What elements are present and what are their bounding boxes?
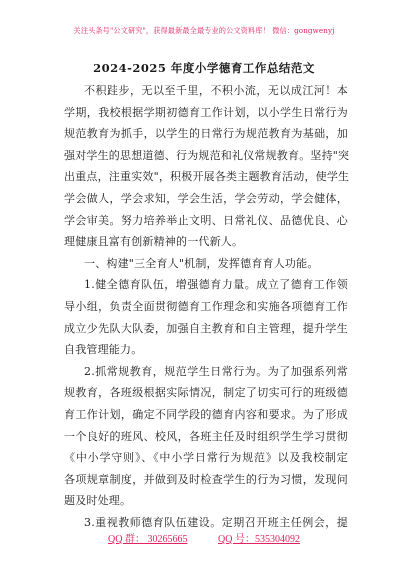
body-line: 3.重视教师德育队伍建设。定期召开班主任例会，提: [84, 515, 348, 529]
footer-contact: [0, 530, 408, 545]
body-line: 强对学生的思想道德、行为规范和礼仪常规教育。坚持"突: [64, 148, 350, 162]
body-line: 成立少先队大队委，加强自主教育和自主管理，提升学生: [64, 321, 348, 335]
body-line: 育工作计划，确定不同学段的德育内容和要求。为了形成: [64, 407, 348, 421]
body-line: 一、构建"三全育人"机制，发挥德育育人功能。: [84, 256, 319, 270]
body-line: 理健康且富有创新精神的一代新人。: [64, 235, 244, 249]
footer-qq-group: QQ 群： 30265665: [108, 534, 188, 545]
body-line: 一个良好的班风、校风，各班主任及时组织学生学习贯彻: [64, 429, 348, 443]
body-line: 学期，我校根据学期初德育工作计划，以小学生日常行为: [64, 105, 348, 119]
body-line: 规教育，各班级根据实际情况，制定了切实可行的班级德: [64, 386, 348, 400]
body-line: 题及时处理。: [64, 494, 132, 508]
body-line: 《中小学守则》、《中小学日常行为规范》以及我校制定: [64, 451, 348, 465]
body-line: 不积跬步，无以至千里，不积小流，无以成江河！本: [84, 84, 348, 97]
document-body: [64, 80, 348, 533]
body-line: 1.健全德育队伍，增强德育力量。成立了德育工作领: [84, 278, 348, 292]
body-line: 学会做人，学会求知，学会生活，学会劳动，学会健体，: [64, 191, 348, 205]
body-line: 自我管理能力。: [64, 343, 143, 357]
body-line: 各项规章制度，并做到及时检查学生的行为习惯，发现问: [64, 472, 348, 486]
body-line: 出重点，注重实效"，积极开展各类主题教育活动，使学生: [64, 170, 350, 184]
document-title: 2024-2025 年度小学德育工作总结范文: [93, 61, 315, 75]
body-line: 2.抓常规教育，规范学生日常行为。为了加强系列常: [84, 364, 348, 378]
body-line: 学会审美。努力培养举止文明、日常礼仪、品德优良、心: [64, 213, 348, 227]
footer-qq-number: QQ 号：535304092: [218, 534, 300, 545]
header-promo-note: 关注头条号"公文研究"，获得最新最全最专业的公文资料库！ 微信：gongwenyj: [73, 26, 335, 35]
body-line: 导小组，负责全面贯彻德育工作理念和实施各项德育工作: [64, 299, 348, 313]
body-line: 规范教育为抓手，以学生的日常行为规范教育为基础，加: [64, 127, 348, 141]
